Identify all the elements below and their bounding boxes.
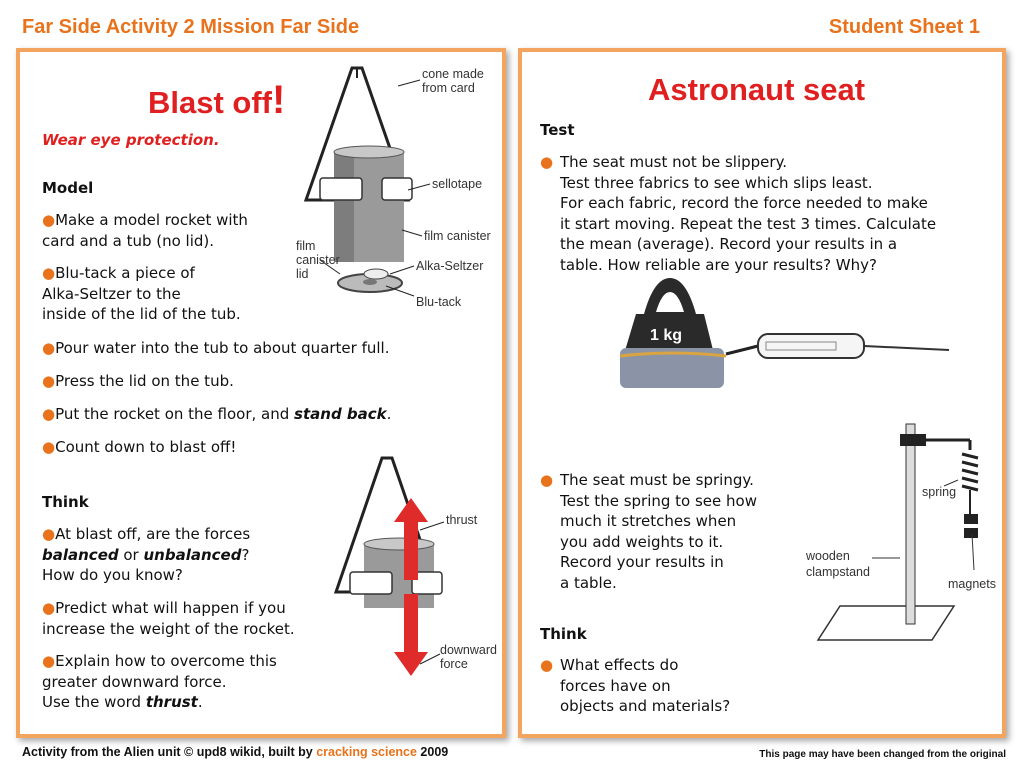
- model-step-4: [42, 371, 234, 392]
- think-text: At blast off, are the forces: [55, 525, 251, 543]
- downward-arrow-shaft: [404, 594, 418, 654]
- think-heading-right: Think: [540, 625, 587, 643]
- bullet: ●: [42, 438, 56, 456]
- spring-coil: [962, 440, 978, 490]
- clampstand-label: [804, 544, 914, 588]
- footer-text: 2009: [416, 745, 449, 759]
- think-heading-left: Think: [42, 493, 89, 511]
- footer-disclaimer: This page may have been changed from the original: [759, 749, 1006, 760]
- model-step-5: [42, 404, 391, 425]
- magnet-top: [964, 514, 978, 524]
- weight-label: 1 kg: [650, 327, 683, 344]
- force-meter: [758, 334, 864, 358]
- pointer-line: [420, 522, 444, 530]
- pull-line: [864, 346, 949, 350]
- test-text: The seat must be springy.: [560, 471, 754, 489]
- bullet: ●: [42, 339, 56, 357]
- step-text: inside of the lid of the tub.: [42, 305, 241, 323]
- canister-top: [364, 538, 434, 550]
- step-text: card and a tub (no lid).: [42, 231, 215, 250]
- test-text: it start moving. Repeat the test 3 times. Calculate: [560, 214, 937, 233]
- test-text: you add weights to it.: [560, 532, 724, 551]
- pointer-line: [402, 230, 422, 236]
- test-text: a table.: [560, 573, 617, 592]
- bullet: ●: [540, 471, 554, 489]
- activity-title: Far Side Activity 2 Mission Far Side: [22, 16, 360, 38]
- canister-top: [334, 146, 404, 158]
- thrust-arrow-shaft: [404, 518, 418, 580]
- blast-off-title-text: Blast off: [148, 85, 272, 120]
- label-lid-1: film: [296, 239, 316, 253]
- test-text: table. How reliable are your results? Why?: [560, 255, 877, 274]
- bullet: ●: [42, 405, 56, 423]
- test-text: Record your results in: [560, 553, 724, 571]
- think-text: greater downward force.: [42, 672, 227, 691]
- bullet: ●: [42, 599, 56, 617]
- bullet: ●: [42, 211, 56, 229]
- label-cone-1: cone made: [422, 67, 484, 81]
- think-question-right: [540, 655, 730, 717]
- step-emphasis: stand back: [294, 405, 387, 423]
- label-sellotape: sellotape: [432, 177, 483, 191]
- think-text: Predict what will happen if you: [55, 599, 286, 617]
- step-text: Count down to blast off!: [55, 438, 237, 456]
- label-thrust: thrust: [446, 513, 478, 527]
- step-text: Alka-Seltzer to the: [42, 284, 181, 303]
- fabric-friction-diagram: [614, 278, 959, 393]
- eye-protection-warning: Wear eye protection.: [42, 131, 220, 149]
- think-text: How do you know?: [42, 566, 183, 584]
- think-question-2: [42, 598, 295, 639]
- think-text: objects and materials?: [560, 697, 731, 715]
- rocket-model-diagram: [290, 60, 500, 320]
- sheet-title: Student Sheet 1: [828, 16, 980, 38]
- step-text: Pour water into the tub to about quarter full.: [55, 339, 390, 357]
- think-question-1: [42, 524, 250, 586]
- rocket-forces-diagram: [320, 454, 505, 694]
- label-lid-3: lid: [296, 267, 309, 281]
- step-text: Put the rocket on the floor, and: [55, 405, 295, 423]
- test-text: Test three fabrics to see which slips least.: [560, 173, 873, 192]
- label-spring: spring: [922, 485, 957, 499]
- label-blu-tack: Blu-tack: [416, 295, 462, 309]
- step-text: Make a model rocket with: [55, 211, 248, 229]
- blast-off-panel: [16, 48, 506, 738]
- test-heading: Test: [540, 121, 575, 139]
- step-text: Press the lid on the tub.: [55, 372, 234, 390]
- think-emphasis: thrust: [145, 693, 198, 711]
- label-downward-2: force: [440, 657, 468, 671]
- think-text: What effects do: [560, 656, 679, 674]
- label-film-canister: film canister: [424, 229, 491, 243]
- think-emphasis: unbalanced: [143, 545, 242, 564]
- label-stand-1: wooden: [806, 549, 850, 563]
- think-text: ?: [241, 545, 250, 564]
- think-text: or: [118, 545, 144, 564]
- test-text: The seat must not be slippery.: [560, 153, 788, 171]
- think-text: Explain how to overcome this: [55, 652, 277, 670]
- test-text: much it stretches when: [560, 512, 737, 530]
- sellotape-left: [350, 572, 392, 594]
- bullet: ●: [42, 372, 56, 390]
- label-downward-1: downward: [440, 643, 497, 657]
- think-question-3: [42, 651, 277, 713]
- model-step-3: [42, 338, 390, 359]
- bullet: ●: [540, 153, 554, 171]
- astronaut-seat-panel: [518, 48, 1006, 738]
- alka-seltzer-tablet: [364, 269, 388, 279]
- stand-pole: [906, 424, 915, 624]
- test-text: Test the spring to see how: [560, 491, 757, 510]
- test-item-1: [540, 152, 936, 275]
- clamp: [900, 434, 926, 446]
- label-alka-seltzer: Alka-Seltzer: [416, 259, 484, 273]
- thrust-arrow-head: [394, 498, 428, 522]
- bullet: ●: [540, 656, 554, 674]
- model-heading: Model: [42, 179, 94, 197]
- pointer-line: [390, 266, 414, 274]
- blast-off-title-mark: !: [272, 78, 286, 122]
- think-text: .: [197, 693, 203, 711]
- label-lid-2: canister: [296, 253, 340, 267]
- sellotape-left: [320, 178, 362, 200]
- magnet-bottom: [964, 528, 978, 538]
- test-text: For each fabric, record the force needed to make: [560, 194, 928, 212]
- sellotape-right: [382, 178, 412, 200]
- canister-shade: [334, 152, 354, 262]
- model-step-6: [42, 437, 236, 458]
- footer-text: Activity from the Alien unit © upd8 wikid, built by: [22, 745, 317, 759]
- astronaut-seat-title: Astronaut seat: [648, 72, 866, 107]
- step-text: .: [386, 405, 392, 423]
- blu-tack-blob: [363, 279, 377, 285]
- think-text: Use the word: [42, 693, 146, 711]
- pointer-line: [398, 80, 420, 86]
- spring-clampstand-diagram: [804, 414, 1004, 650]
- think-emphasis: balanced: [42, 545, 119, 564]
- stand-base: [818, 606, 954, 640]
- downward-arrow-head: [394, 652, 428, 676]
- bullet: ●: [42, 264, 56, 282]
- test-item-2: [540, 470, 757, 593]
- cracking-science-link[interactable]: cracking science: [316, 745, 417, 759]
- label-stand-2: clampstand: [806, 565, 870, 579]
- label-cone-2: from card: [422, 81, 475, 95]
- hook-line: [726, 346, 758, 354]
- model-step-2: [42, 263, 241, 325]
- model-step-1: [42, 210, 248, 251]
- step-text: Blu-tack a piece of: [55, 264, 195, 282]
- pointer-line: [972, 534, 974, 570]
- footer-credit: [22, 745, 448, 759]
- bullet: ●: [42, 525, 56, 543]
- label-magnets: magnets: [948, 577, 996, 591]
- think-text: increase the weight of the rocket.: [42, 619, 295, 638]
- think-text: forces have on: [560, 676, 671, 695]
- bullet: ●: [42, 652, 56, 670]
- blast-off-title: [148, 78, 285, 123]
- test-text: the mean (average). Record your results in a: [560, 235, 898, 253]
